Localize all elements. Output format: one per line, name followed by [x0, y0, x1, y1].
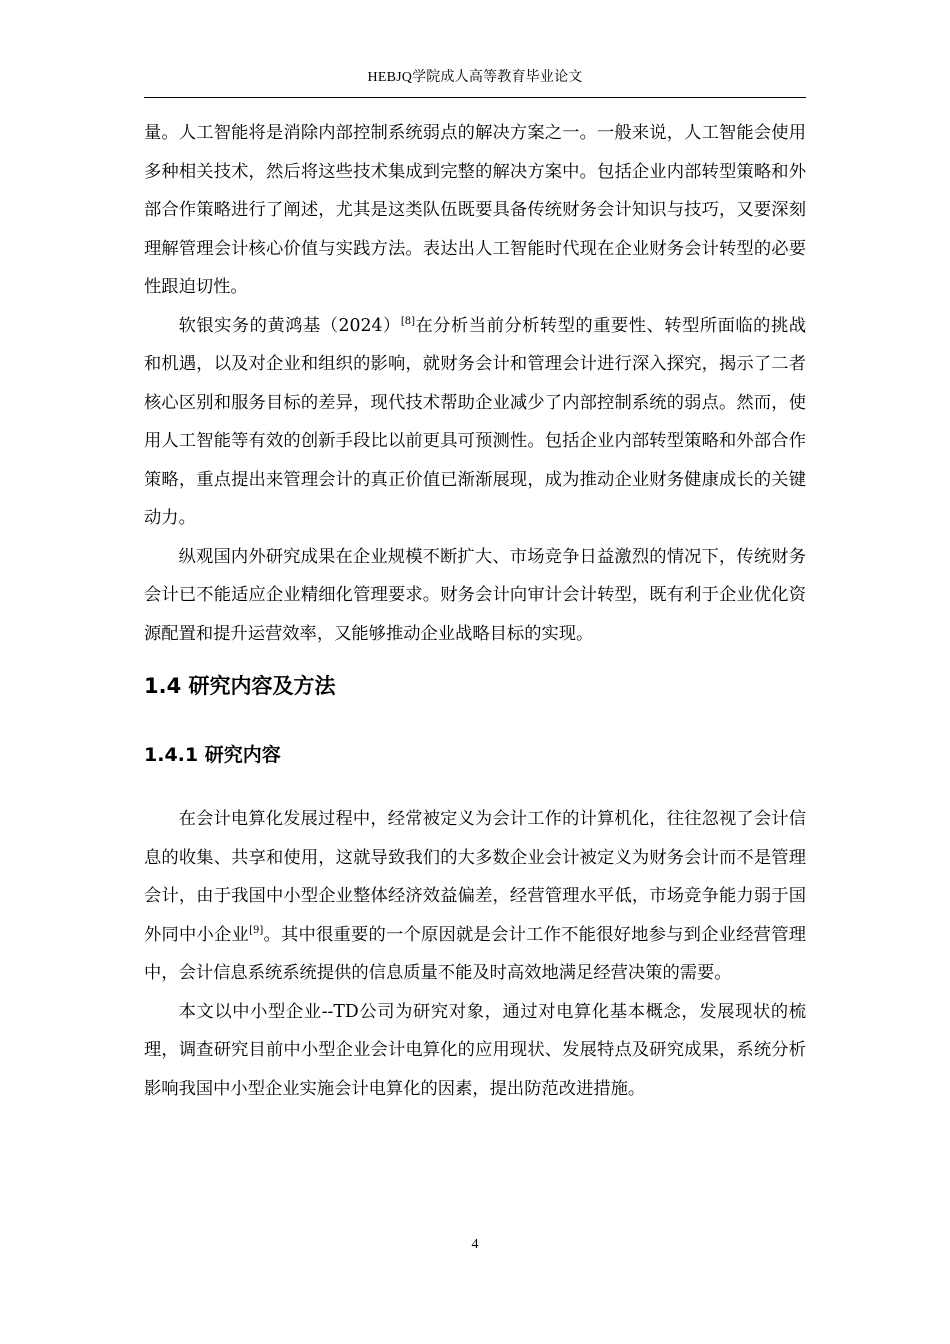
body-text-top — [144, 114, 806, 653]
paragraph-text: 。其中很重要的一个原因就是会计工作不能很好地参与到企业经营管理中，会计信息系统系统提供的信息质量不能及时高效地满足经营决策的需要。 — [144, 924, 806, 983]
header-divider — [144, 97, 806, 98]
citation-ref[interactable]: [8] — [400, 315, 415, 327]
paragraph-overview: 纵观国内外研究成果在企业规模不断扩大、市场竞争日益激烈的情况下，传统财务会计已不能适应企业精细化管理要求。财务会计向审计会计转型，既有利于企业优化资源配置和提升运营效率，又能够推动企业战略目标的实现。 — [144, 546, 806, 644]
paragraph-research-object: 本文以中小型企业--TD公司为研究对象，通过对电算化基本概念，发展现状的梳理，调查研究目前中小型企业会计电算化的应用现状、发展特点及研究成果，系统分析影响我国中小型企业实施会计电算化的因素，提出防范改进措施。 — [144, 1001, 806, 1099]
paragraph-text: 在分析当前分析转型的重要性、转型所面临的挑战和机遇，以及对企业和组织的影响，就财务会计和管理会计进行深入探究，揭示了二者核心区别和服务目标的差异，现代技术帮助企业减少了内部控制系统的弱点。然而，使用人工智能等有效的创新手段比以前更具可预测性。包括企业内部转型策略和外部合作策略，重点提出来管理会计的真正价值已渐渐展现，成为推动企业财务健康成长的关键动力。 — [144, 315, 806, 528]
page-header: HEBJQ学院成人高等教育毕业论文 — [367, 70, 583, 85]
citation-ref[interactable]: [9] — [249, 924, 264, 936]
page-number: 4 — [471, 1237, 479, 1252]
paragraph-accounting-computerization — [144, 800, 806, 993]
paragraph-huang-honglji — [144, 307, 806, 538]
section-heading-1-4-1: 1.4.1 研究内容 — [144, 744, 281, 766]
section-heading-1-4: 1.4 研究内容及方法 — [144, 674, 336, 698]
body-text-bottom — [144, 800, 806, 1108]
paragraph-text: 在会计电算化发展过程中，经常被定义为会计工作的计算机化，往往忽视了会计信息的收集、共享和使用，这就导致我们的大多数企业会计被定义为财务会计而不是管理会计，由于我国中小型企业整体经济效益偏差，经营管理水平低，市场竞争能力弱于国外同中小企业 — [144, 809, 806, 945]
paragraph-text: 软银实务的黄鸿基（2024） — [178, 315, 401, 336]
paragraph-continued: 量。人工智能将是消除内部控制系统弱点的解决方案之一。一般来说，人工智能会使用多种相关技术，然后将这些技术集成到完整的解决方案中。包括企业内部转型策略和外部合作策略进行了阐述，尤其是这类队伍既要具备传统财务会计知识与技巧，又要深刻理解管理会计核心价值与实践方法。表达出人工智能时代现在企业财务会计转型的必要性跟迫切性。 — [144, 123, 806, 297]
